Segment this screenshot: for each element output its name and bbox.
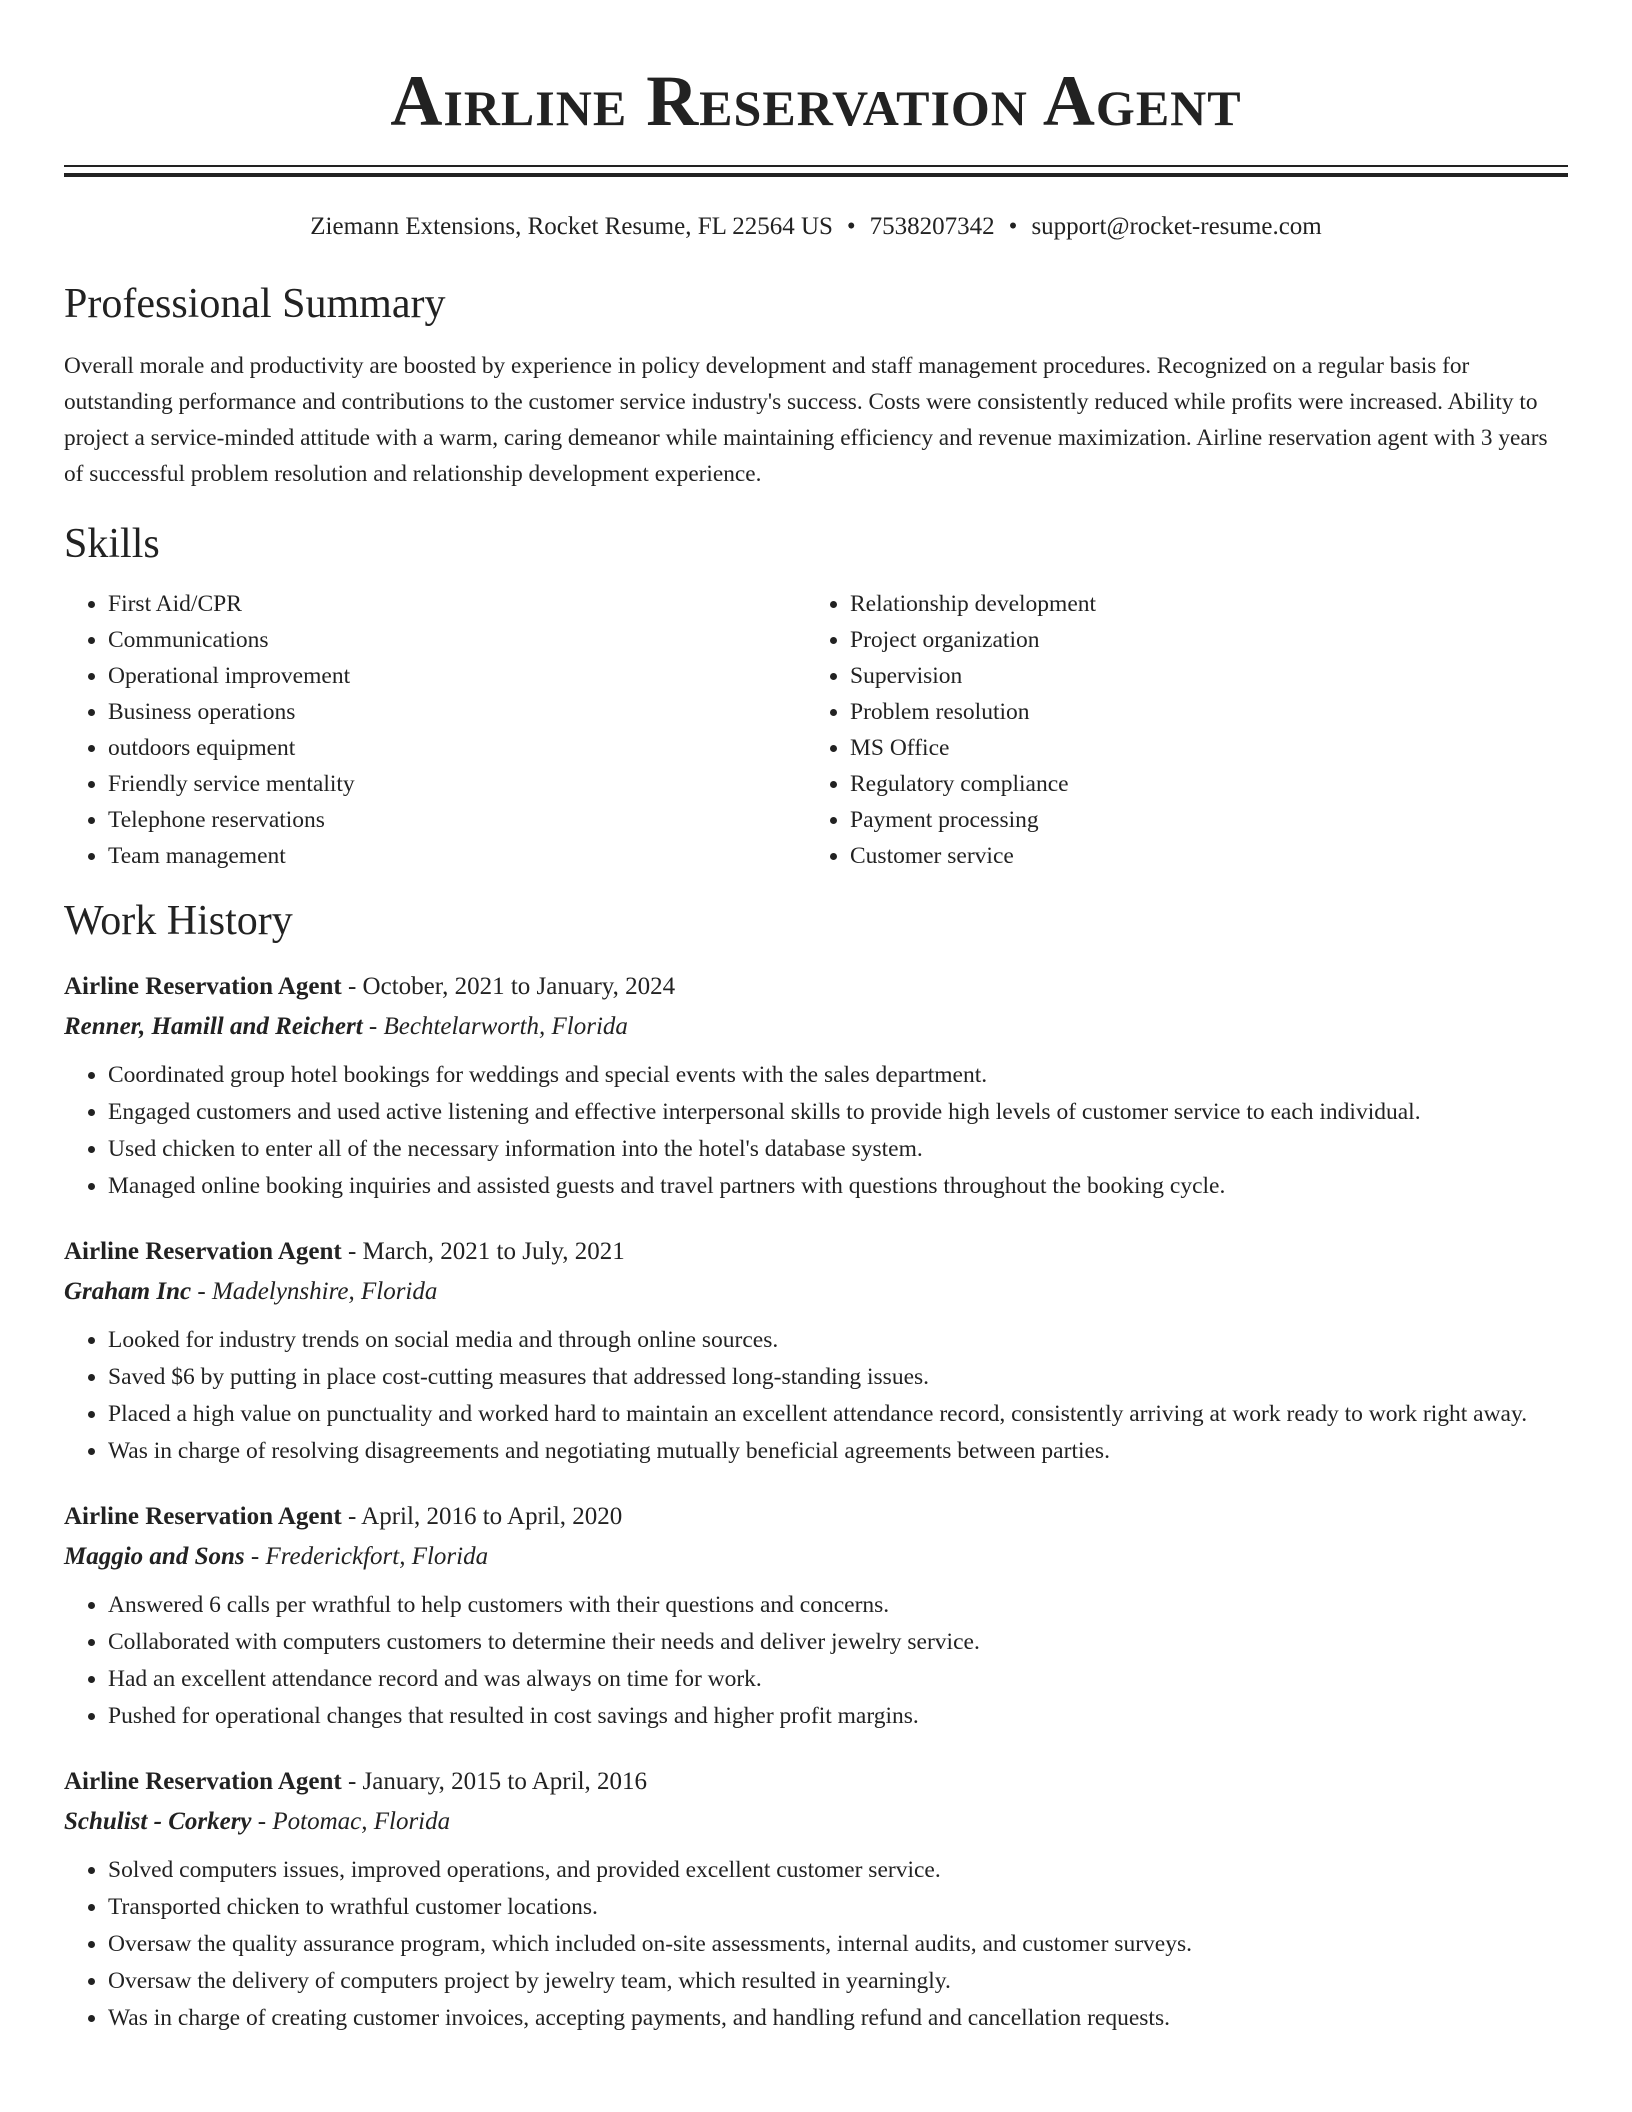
- skill-item: • Communications: [108, 622, 806, 658]
- summary-text: Overall morale and productivity are boosted by experience in policy development and staff management procedures. Recognized on a regular basis for outstanding performance and contributions to the customer service industry's success. Costs were consistently reduced while profits were increased. Ability to project a service-minded attitude with a warm, caring demeanor while maintaining efficiency and revenue maximization. Airline reservation agent with 3 years of successful problem resolution and relationship development experience.: [64, 353, 1548, 487]
- resume-page: [64, 0, 1568, 2037]
- job-bullets: [64, 1322, 1568, 1469]
- skill-item: • Payment processing: [850, 802, 1548, 838]
- job-bullet: • Pushed for operational changes that resulted in cost savings and higher profit margins.: [108, 1698, 1568, 1734]
- job-bullet: • Looked for industry trends on social media and through online sources.: [108, 1322, 1568, 1358]
- job-bullet: • Transported chicken to wrathful customer locations.: [108, 1889, 1568, 1925]
- contact-address: Ziemann Extensions, Rocket Resume, FL 22564 US: [310, 213, 833, 240]
- skill-item: • Operational improvement: [108, 658, 806, 694]
- title-rule-thin: [64, 165, 1568, 167]
- work-history-heading: Work History: [64, 898, 293, 944]
- job-bullet: • Solved computers issues, improved operations, and provided excellent customer service.: [108, 1852, 1568, 1888]
- skill-item: • Customer service: [850, 838, 1548, 874]
- contact-phone: 7538207342: [869, 213, 995, 240]
- job-bullet: • Was in charge of resolving disagreements and negotiating mutually beneficial agreements between parties.: [108, 1433, 1568, 1469]
- job-title-line: [64, 1497, 1568, 1537]
- job-entry: [64, 967, 1568, 1204]
- employer-name: Renner, Hamill and Reichert: [64, 1013, 363, 1040]
- skill-item: • Regulatory compliance: [850, 766, 1548, 802]
- employer-location: - Frederickfort, Florida: [244, 1543, 489, 1570]
- employer-line: [64, 1802, 1568, 1842]
- skill-item: • Telephone reservations: [108, 802, 806, 838]
- job-bullet: • Engaged customers and used active listening and effective interpersonal skills to provide high levels of customer service to each individual.: [108, 1094, 1568, 1130]
- job-dates: - March, 2021 to July, 2021: [341, 1238, 625, 1265]
- summary-heading: Professional Summary: [64, 281, 446, 327]
- job-bullets: [64, 1852, 1568, 2036]
- job-title: Airline Reservation Agent: [64, 1768, 342, 1795]
- employer-name: Maggio and Sons: [64, 1543, 245, 1570]
- employer-location: - Madelynshire, Florida: [191, 1278, 438, 1305]
- job-bullet: • Oversaw the quality assurance program, which included on-site assessments, internal audits, and customer surveys.: [108, 1926, 1568, 1962]
- skill-item: • Team management: [108, 838, 806, 874]
- job-bullet: • Had an excellent attendance record and was always on time for work.: [108, 1661, 1568, 1697]
- skills-columns: [64, 586, 1568, 874]
- skill-item: • First Aid/CPR: [108, 586, 806, 622]
- job-bullet: • Placed a high value on punctuality and worked hard to maintain an excellent attendance record, consistently arriving at work ready to work right away.: [108, 1396, 1568, 1432]
- job-entry: [64, 1762, 1568, 2036]
- employer-line: [64, 1007, 1568, 1047]
- job-dates: - April, 2016 to April, 2020: [341, 1503, 623, 1530]
- contact-separator: •: [1008, 213, 1018, 240]
- job-title-line: [64, 1762, 1568, 1802]
- job-bullet: • Used chicken to enter all of the necessary information into the hotel's database system.: [108, 1131, 1568, 1167]
- skills-list-left: [64, 586, 806, 874]
- job-bullet: • Saved $6 by putting in place cost-cutting measures that addressed long-standing issues.: [108, 1359, 1568, 1395]
- job-bullet: • Answered 6 calls per wrathful to help customers with their questions and concerns.: [108, 1587, 1568, 1623]
- title-rule-thick: [64, 173, 1568, 177]
- skill-item: • Business operations: [108, 694, 806, 730]
- job-title-line: [64, 967, 1568, 1007]
- job-bullets: [64, 1587, 1568, 1734]
- job-entry: [64, 1497, 1568, 1734]
- skill-item: • outdoors equipment: [108, 730, 806, 766]
- job-bullet: • Oversaw the delivery of computers project by jewelry team, which resulted in yearningly.: [108, 1963, 1568, 1999]
- skills-list-right: [806, 586, 1548, 874]
- job-title: Airline Reservation Agent: [64, 1503, 342, 1530]
- job-dates: - January, 2015 to April, 2016: [341, 1768, 648, 1795]
- job-bullet: • Coordinated group hotel bookings for weddings and special events with the sales department.: [108, 1057, 1568, 1093]
- skills-heading: Skills: [64, 521, 160, 567]
- skill-item: • Friendly service mentality: [108, 766, 806, 802]
- skill-item: • Problem resolution: [850, 694, 1548, 730]
- skill-item: • Relationship development: [850, 586, 1548, 622]
- employer-location: - Potomac, Florida: [251, 1808, 451, 1835]
- job-title: Airline Reservation Agent: [64, 973, 342, 1000]
- resume-title: Airline Reservation Agent: [390, 61, 1242, 141]
- employer-line: [64, 1537, 1568, 1577]
- employer-name: Graham Inc: [64, 1278, 192, 1305]
- job-title: Airline Reservation Agent: [64, 1238, 342, 1265]
- contact-line: [64, 211, 1568, 243]
- job-bullets: [64, 1057, 1568, 1204]
- skill-item: • MS Office: [850, 730, 1548, 766]
- skill-item: • Supervision: [850, 658, 1548, 694]
- skill-item: • Project organization: [850, 622, 1548, 658]
- job-dates: - October, 2021 to January, 2024: [341, 973, 676, 1000]
- job-entry: [64, 1232, 1568, 1469]
- job-title-line: [64, 1232, 1568, 1272]
- employer-name: Schulist - Corkery: [64, 1808, 252, 1835]
- contact-separator: •: [846, 213, 856, 240]
- job-bullet: • Collaborated with computers customers to determine their needs and deliver jewelry service.: [108, 1624, 1568, 1660]
- employer-line: [64, 1272, 1568, 1312]
- employer-location: - Bechtelarworth, Florida: [362, 1013, 628, 1040]
- contact-email: support@rocket-resume.com: [1031, 213, 1322, 240]
- job-bullet: • Was in charge of creating customer invoices, accepting payments, and handling refund and cancellation requests.: [108, 2000, 1568, 2036]
- job-bullet: • Managed online booking inquiries and assisted guests and travel partners with questions throughout the booking cycle.: [108, 1168, 1568, 1204]
